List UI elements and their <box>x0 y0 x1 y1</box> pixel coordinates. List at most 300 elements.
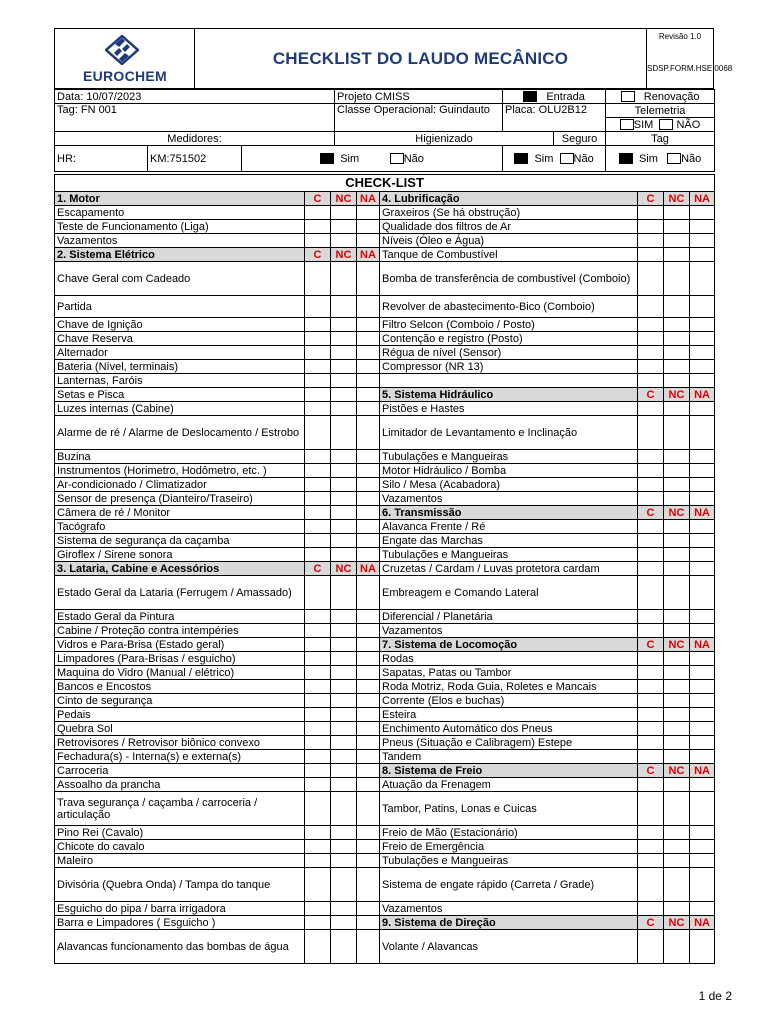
left-c-checkbox[interactable] <box>305 680 331 694</box>
right-nc-checkbox[interactable] <box>664 346 690 360</box>
left-nc-checkbox[interactable] <box>331 318 357 332</box>
left-c-checkbox[interactable] <box>305 694 331 708</box>
right-na-checkbox[interactable] <box>690 868 715 902</box>
seguro-sim-checkbox[interactable] <box>514 153 528 164</box>
right-c-header: C <box>638 638 664 652</box>
left-nc-checkbox[interactable] <box>331 638 357 652</box>
checklist-item: Estado Geral da Lataria (Ferrugem / Amassado) <box>55 576 305 610</box>
higienizado-sim-label: Sim <box>340 152 360 165</box>
renovacao-option[interactable] <box>606 90 715 104</box>
left-c-checkbox[interactable] <box>305 534 331 548</box>
right-nc-checkbox[interactable] <box>664 548 690 562</box>
right-c-checkbox[interactable] <box>638 652 664 666</box>
left-na-checkbox[interactable] <box>357 388 380 402</box>
left-na-checkbox[interactable] <box>357 262 380 296</box>
right-na-checkbox[interactable] <box>690 840 715 854</box>
left-c-checkbox[interactable] <box>305 652 331 666</box>
right-c-checkbox[interactable] <box>638 666 664 680</box>
left-na-checkbox[interactable] <box>357 492 380 506</box>
checklist-item: Contenção e registro (Posto) <box>380 332 638 346</box>
right-c-checkbox[interactable] <box>638 374 664 388</box>
page-number: 1 de 2 <box>698 989 732 1003</box>
right-c-checkbox[interactable] <box>638 478 664 492</box>
right-nc-checkbox[interactable] <box>664 402 690 416</box>
left-na-checkbox[interactable] <box>357 666 380 680</box>
right-nc-checkbox[interactable] <box>664 492 690 506</box>
right-c-checkbox[interactable] <box>638 778 664 792</box>
right-na-checkbox[interactable] <box>690 206 715 220</box>
right-nc-checkbox[interactable] <box>664 220 690 234</box>
right-c-checkbox[interactable] <box>638 206 664 220</box>
left-na-header: NA <box>357 562 380 576</box>
left-na-checkbox[interactable] <box>357 916 380 930</box>
right-na-checkbox[interactable] <box>690 930 715 964</box>
right-nc-checkbox[interactable] <box>664 826 690 840</box>
renovacao-checkbox[interactable] <box>621 91 635 102</box>
right-c-checkbox[interactable] <box>638 930 664 964</box>
right-nc-checkbox[interactable] <box>664 450 690 464</box>
left-c-checkbox[interactable] <box>305 638 331 652</box>
left-nc-checkbox[interactable] <box>331 840 357 854</box>
right-c-checkbox[interactable] <box>638 234 664 248</box>
left-c-checkbox[interactable] <box>305 464 331 478</box>
left-na-checkbox[interactable] <box>357 624 380 638</box>
right-c-checkbox[interactable] <box>638 868 664 902</box>
left-nc-checkbox[interactable] <box>331 534 357 548</box>
left-na-checkbox[interactable] <box>357 332 380 346</box>
left-na-checkbox[interactable] <box>357 346 380 360</box>
left-c-checkbox[interactable] <box>305 666 331 680</box>
right-na-checkbox[interactable] <box>690 450 715 464</box>
right-c-checkbox[interactable] <box>638 610 664 624</box>
right-na-checkbox[interactable] <box>690 854 715 868</box>
telemetria-nao-label: NÃO <box>676 118 701 131</box>
checklist-item: Freio de Emergência <box>380 840 638 854</box>
left-na-checkbox[interactable] <box>357 534 380 548</box>
right-nc-checkbox[interactable] <box>664 464 690 478</box>
left-na-checkbox[interactable] <box>357 548 380 562</box>
checklist-row <box>55 854 715 868</box>
tag-field[interactable]: Tag: FN 001 <box>55 104 335 132</box>
left-nc-checkbox[interactable] <box>331 624 357 638</box>
right-na-checkbox[interactable] <box>690 652 715 666</box>
checklist-row <box>55 840 715 854</box>
left-nc-checkbox[interactable] <box>331 652 357 666</box>
right-c-checkbox[interactable] <box>638 902 664 916</box>
right-c-checkbox[interactable] <box>638 296 664 318</box>
left-c-checkbox[interactable] <box>305 296 331 318</box>
left-c-checkbox[interactable] <box>305 624 331 638</box>
left-na-checkbox[interactable] <box>357 234 380 248</box>
checklist-item: Qualidade dos filtros de Ar <box>380 220 638 234</box>
left-na-checkbox[interactable] <box>357 708 380 722</box>
left-na-checkbox[interactable] <box>357 868 380 902</box>
right-na-checkbox[interactable] <box>690 478 715 492</box>
right-na-checkbox[interactable] <box>690 722 715 736</box>
right-na-checkbox[interactable] <box>690 736 715 750</box>
right-nc-checkbox[interactable] <box>664 778 690 792</box>
left-na-checkbox[interactable] <box>357 638 380 652</box>
right-nc-checkbox[interactable] <box>664 562 690 576</box>
right-nc-checkbox[interactable] <box>664 248 690 262</box>
left-c-checkbox[interactable] <box>305 764 331 778</box>
right-na-checkbox[interactable] <box>690 534 715 548</box>
left-na-checkbox[interactable] <box>357 736 380 750</box>
left-nc-checkbox[interactable] <box>331 332 357 346</box>
left-c-checkbox[interactable] <box>305 416 331 450</box>
placa-field[interactable]: Placa: OLU2B12 <box>503 104 606 132</box>
right-c-checkbox[interactable] <box>638 680 664 694</box>
left-nc-checkbox[interactable] <box>331 416 357 450</box>
left-na-checkbox[interactable] <box>357 576 380 610</box>
right-nc-checkbox[interactable] <box>664 534 690 548</box>
right-na-checkbox[interactable] <box>690 374 715 388</box>
right-na-checkbox[interactable] <box>690 360 715 374</box>
right-na-checkbox[interactable] <box>690 708 715 722</box>
left-na-checkbox[interactable] <box>357 652 380 666</box>
right-nc-checkbox[interactable] <box>664 360 690 374</box>
right-c-checkbox[interactable] <box>638 694 664 708</box>
right-na-checkbox[interactable] <box>690 318 715 332</box>
right-na-checkbox[interactable] <box>690 576 715 610</box>
left-na-checkbox[interactable] <box>357 296 380 318</box>
checklist-item: Tubulações e Mangueiras <box>380 548 638 562</box>
left-nc-checkbox[interactable] <box>331 680 357 694</box>
left-na-checkbox[interactable] <box>357 722 380 736</box>
right-nc-checkbox[interactable] <box>664 722 690 736</box>
left-na-checkbox[interactable] <box>357 506 380 520</box>
right-na-checkbox[interactable] <box>690 680 715 694</box>
right-c-checkbox[interactable] <box>638 576 664 610</box>
right-c-checkbox[interactable] <box>638 360 664 374</box>
left-c-checkbox[interactable] <box>305 520 331 534</box>
left-nc-checkbox[interactable] <box>331 736 357 750</box>
right-na-checkbox[interactable] <box>690 346 715 360</box>
right-nc-checkbox[interactable] <box>664 840 690 854</box>
left-nc-checkbox[interactable] <box>331 930 357 964</box>
left-na-checkbox[interactable] <box>357 402 380 416</box>
left-nc-checkbox[interactable] <box>331 450 357 464</box>
left-na-checkbox[interactable] <box>357 902 380 916</box>
checklist-row <box>55 318 715 332</box>
left-na-checkbox[interactable] <box>357 416 380 450</box>
right-c-checkbox[interactable] <box>638 402 664 416</box>
tag-nao-checkbox[interactable] <box>667 153 681 164</box>
section-header: 3. Lataria, Cabine e Acessórios <box>55 562 305 576</box>
right-na-checkbox[interactable] <box>690 296 715 318</box>
right-c-checkbox[interactable] <box>638 840 664 854</box>
left-nc-checkbox[interactable] <box>331 916 357 930</box>
left-na-checkbox[interactable] <box>357 220 380 234</box>
left-c-checkbox[interactable] <box>305 492 331 506</box>
left-na-checkbox[interactable] <box>357 792 380 826</box>
higienizado-sim-checkbox[interactable] <box>320 153 334 164</box>
left-c-checkbox[interactable] <box>305 388 331 402</box>
left-nc-checkbox[interactable] <box>331 778 357 792</box>
left-na-checkbox[interactable] <box>357 206 380 220</box>
right-c-checkbox[interactable] <box>638 562 664 576</box>
right-c-checkbox[interactable] <box>638 708 664 722</box>
right-nc-checkbox[interactable] <box>664 374 690 388</box>
right-c-checkbox[interactable] <box>638 534 664 548</box>
right-nc-checkbox[interactable] <box>664 624 690 638</box>
left-c-checkbox[interactable] <box>305 722 331 736</box>
right-c-checkbox[interactable] <box>638 332 664 346</box>
checklist-item: Pistões e Hastes <box>380 402 638 416</box>
right-c-checkbox[interactable] <box>638 248 664 262</box>
left-nc-checkbox[interactable] <box>331 478 357 492</box>
left-nc-header: NC <box>331 192 357 206</box>
date-field[interactable]: Data: 10/07/2023 <box>55 90 335 104</box>
left-na-checkbox[interactable] <box>357 520 380 534</box>
left-nc-checkbox[interactable] <box>331 296 357 318</box>
right-nc-checkbox[interactable] <box>664 234 690 248</box>
right-na-checkbox[interactable] <box>690 826 715 840</box>
right-c-checkbox[interactable] <box>638 624 664 638</box>
left-na-checkbox[interactable] <box>357 478 380 492</box>
entrada-checkbox[interactable] <box>523 91 537 102</box>
right-na-header: NA <box>690 506 715 520</box>
tag-sim-label: Sim <box>638 152 658 165</box>
right-na-checkbox[interactable] <box>690 666 715 680</box>
checklist-item: Maquina do Vidro (Manual / elétrico) <box>55 666 305 680</box>
left-c-checkbox[interactable] <box>305 206 331 220</box>
left-nc-checkbox[interactable] <box>331 374 357 388</box>
left-nc-checkbox[interactable] <box>331 520 357 534</box>
right-na-checkbox[interactable] <box>690 750 715 764</box>
left-nc-checkbox[interactable] <box>331 206 357 220</box>
right-na-checkbox[interactable] <box>690 464 715 478</box>
left-c-checkbox[interactable] <box>305 930 331 964</box>
right-nc-checkbox[interactable] <box>664 868 690 902</box>
right-na-checkbox[interactable] <box>690 220 715 234</box>
left-nc-checkbox[interactable] <box>331 346 357 360</box>
left-c-checkbox[interactable] <box>305 234 331 248</box>
right-nc-checkbox[interactable] <box>664 708 690 722</box>
left-c-checkbox[interactable] <box>305 750 331 764</box>
left-na-checkbox[interactable] <box>357 450 380 464</box>
left-na-checkbox[interactable] <box>357 840 380 854</box>
right-na-checkbox[interactable] <box>690 492 715 506</box>
right-nc-checkbox[interactable] <box>664 206 690 220</box>
left-nc-checkbox[interactable] <box>331 764 357 778</box>
right-c-checkbox[interactable] <box>638 464 664 478</box>
left-c-checkbox[interactable] <box>305 262 331 296</box>
left-na-checkbox[interactable] <box>357 694 380 708</box>
checklist-item: Alternador <box>55 346 305 360</box>
right-nc-checkbox[interactable] <box>664 520 690 534</box>
left-nc-checkbox[interactable] <box>331 506 357 520</box>
right-nc-checkbox[interactable] <box>664 332 690 346</box>
classe-field[interactable]: Classe Operacional: Guindauto <box>335 104 503 132</box>
right-nc-checkbox[interactable] <box>664 576 690 610</box>
section-header: 4. Lubrificação <box>380 192 638 206</box>
checklist-item: Esguicho do pipa / barra irrigadora <box>55 902 305 916</box>
km-field[interactable]: KM:751502 <box>148 146 242 172</box>
right-nc-checkbox[interactable] <box>664 750 690 764</box>
right-c-checkbox[interactable] <box>638 262 664 296</box>
right-nc-checkbox[interactable] <box>664 262 690 296</box>
left-nc-checkbox[interactable] <box>331 722 357 736</box>
left-nc-checkbox[interactable] <box>331 868 357 902</box>
right-na-checkbox[interactable] <box>690 902 715 916</box>
left-nc-checkbox[interactable] <box>331 360 357 374</box>
tag-sim-checkbox[interactable] <box>619 153 633 164</box>
left-c-checkbox[interactable] <box>305 902 331 916</box>
right-na-checkbox[interactable] <box>690 610 715 624</box>
right-c-checkbox[interactable] <box>638 854 664 868</box>
right-c-checkbox[interactable] <box>638 548 664 562</box>
right-c-checkbox[interactable] <box>638 736 664 750</box>
right-nc-checkbox[interactable] <box>664 416 690 450</box>
checklist-row <box>55 534 715 548</box>
right-nc-checkbox[interactable] <box>664 652 690 666</box>
left-nc-checkbox[interactable] <box>331 548 357 562</box>
left-na-checkbox[interactable] <box>357 854 380 868</box>
form-code: SDSP.FORM.HSE.0068 <box>647 64 733 73</box>
checklist-item: Divisória (Quebra Onda) / Tampa do tanque <box>55 868 305 902</box>
right-na-checkbox[interactable] <box>690 792 715 826</box>
left-nc-checkbox[interactable] <box>331 902 357 916</box>
left-na-checkbox[interactable] <box>357 680 380 694</box>
right-nc-checkbox[interactable] <box>664 930 690 964</box>
right-nc-checkbox[interactable] <box>664 854 690 868</box>
left-c-checkbox[interactable] <box>305 778 331 792</box>
hr-field[interactable]: HR: <box>55 146 148 172</box>
right-nc-checkbox[interactable] <box>664 792 690 826</box>
right-na-checkbox[interactable] <box>690 624 715 638</box>
right-c-checkbox[interactable] <box>638 750 664 764</box>
left-c-checkbox[interactable] <box>305 736 331 750</box>
left-nc-checkbox[interactable] <box>331 464 357 478</box>
checklist-item: Vazamentos <box>380 902 638 916</box>
right-na-checkbox[interactable] <box>690 332 715 346</box>
right-na-checkbox[interactable] <box>690 234 715 248</box>
right-c-checkbox[interactable] <box>638 450 664 464</box>
right-c-checkbox[interactable] <box>638 792 664 826</box>
right-na-checkbox[interactable] <box>690 416 715 450</box>
right-nc-checkbox[interactable] <box>664 694 690 708</box>
left-c-checkbox[interactable] <box>305 708 331 722</box>
seguro-header: Seguro <box>554 132 606 146</box>
right-c-checkbox[interactable] <box>638 492 664 506</box>
right-nc-checkbox[interactable] <box>664 318 690 332</box>
right-na-checkbox[interactable] <box>690 248 715 262</box>
right-na-checkbox[interactable] <box>690 402 715 416</box>
left-nc-checkbox[interactable] <box>331 262 357 296</box>
right-c-checkbox[interactable] <box>638 346 664 360</box>
right-c-checkbox[interactable] <box>638 416 664 450</box>
right-nc-checkbox[interactable] <box>664 736 690 750</box>
left-c-checkbox[interactable] <box>305 450 331 464</box>
left-na-checkbox[interactable] <box>357 764 380 778</box>
seguro-nao-checkbox[interactable] <box>560 153 574 164</box>
left-nc-checkbox[interactable] <box>331 576 357 610</box>
left-c-checkbox[interactable] <box>305 332 331 346</box>
right-na-checkbox[interactable] <box>690 520 715 534</box>
left-c-checkbox[interactable] <box>305 318 331 332</box>
right-c-checkbox[interactable] <box>638 220 664 234</box>
left-nc-checkbox[interactable] <box>331 492 357 506</box>
left-na-checkbox[interactable] <box>357 360 380 374</box>
right-nc-checkbox[interactable] <box>664 902 690 916</box>
right-na-checkbox[interactable] <box>690 548 715 562</box>
right-nc-checkbox[interactable] <box>664 478 690 492</box>
left-c-checkbox[interactable] <box>305 840 331 854</box>
left-na-checkbox[interactable] <box>357 930 380 964</box>
entrada-option[interactable] <box>503 90 606 104</box>
left-na-checkbox[interactable] <box>357 826 380 840</box>
checklist-item: Assoalho da prancha <box>55 778 305 792</box>
left-nc-checkbox[interactable] <box>331 708 357 722</box>
left-c-checkbox[interactable] <box>305 506 331 520</box>
right-nc-checkbox[interactable] <box>664 296 690 318</box>
left-c-checkbox[interactable] <box>305 916 331 930</box>
left-c-checkbox[interactable] <box>305 360 331 374</box>
right-c-checkbox[interactable] <box>638 826 664 840</box>
left-na-checkbox[interactable] <box>357 750 380 764</box>
telemetria-nao-checkbox[interactable] <box>659 119 673 130</box>
left-c-checkbox[interactable] <box>305 610 331 624</box>
higienizado-nao-checkbox[interactable] <box>390 153 404 164</box>
left-c-checkbox[interactable] <box>305 548 331 562</box>
left-nc-checkbox[interactable] <box>331 792 357 826</box>
left-c-checkbox[interactable] <box>305 868 331 902</box>
right-na-checkbox[interactable] <box>690 778 715 792</box>
left-nc-checkbox[interactable] <box>331 388 357 402</box>
left-nc-checkbox[interactable] <box>331 750 357 764</box>
right-c-checkbox[interactable] <box>638 722 664 736</box>
left-c-checkbox[interactable] <box>305 576 331 610</box>
right-c-checkbox[interactable] <box>638 520 664 534</box>
left-nc-checkbox[interactable] <box>331 402 357 416</box>
left-nc-checkbox[interactable] <box>331 666 357 680</box>
right-nc-checkbox[interactable] <box>664 666 690 680</box>
right-na-checkbox[interactable] <box>690 562 715 576</box>
right-na-checkbox[interactable] <box>690 694 715 708</box>
left-c-checkbox[interactable] <box>305 854 331 868</box>
left-na-checkbox[interactable] <box>357 610 380 624</box>
project-field[interactable]: Projeto CMISS <box>335 90 503 104</box>
checklist-row <box>55 916 715 930</box>
left-c-checkbox[interactable] <box>305 792 331 826</box>
left-nc-checkbox[interactable] <box>331 234 357 248</box>
left-c-checkbox[interactable] <box>305 220 331 234</box>
left-na-checkbox[interactable] <box>357 374 380 388</box>
checklist-row <box>55 792 715 826</box>
left-c-checkbox[interactable] <box>305 402 331 416</box>
left-c-checkbox[interactable] <box>305 374 331 388</box>
left-nc-checkbox[interactable] <box>331 694 357 708</box>
left-c-checkbox[interactable] <box>305 346 331 360</box>
telemetria-sim-checkbox[interactable] <box>620 119 634 130</box>
right-c-checkbox[interactable] <box>638 318 664 332</box>
left-c-checkbox[interactable] <box>305 826 331 840</box>
left-nc-checkbox[interactable] <box>331 610 357 624</box>
left-na-checkbox[interactable] <box>357 318 380 332</box>
left-nc-checkbox[interactable] <box>331 826 357 840</box>
left-c-checkbox[interactable] <box>305 478 331 492</box>
right-na-checkbox[interactable] <box>690 262 715 296</box>
seguro-options <box>503 146 606 172</box>
right-nc-checkbox[interactable] <box>664 610 690 624</box>
checklist-item: Sapatas, Patas ou Tambor <box>380 666 638 680</box>
left-nc-checkbox[interactable] <box>331 854 357 868</box>
left-na-checkbox[interactable] <box>357 464 380 478</box>
left-nc-checkbox[interactable] <box>331 220 357 234</box>
left-na-checkbox[interactable] <box>357 778 380 792</box>
right-nc-checkbox[interactable] <box>664 680 690 694</box>
